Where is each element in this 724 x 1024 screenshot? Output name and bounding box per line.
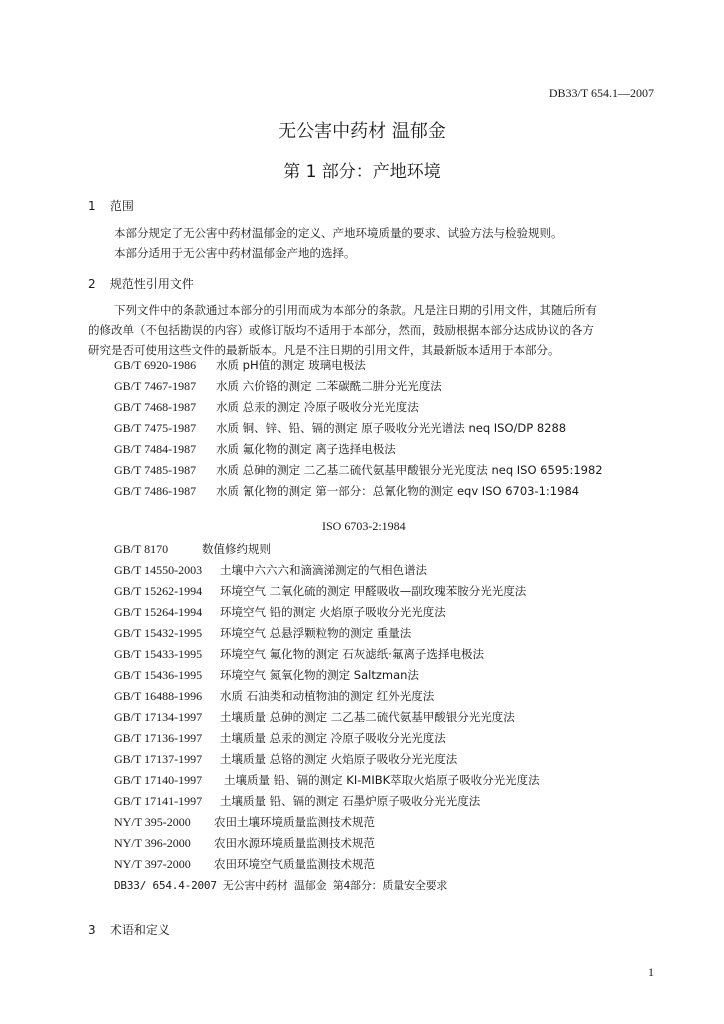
reference-item xyxy=(114,812,375,832)
reference-title: 水质 六价铬的测定 二苯碳酰二肼分光光度法 xyxy=(216,379,442,393)
reference-item xyxy=(114,397,419,417)
reference-code: GB/T 16488-1996 xyxy=(114,689,203,703)
reference-item xyxy=(114,770,540,790)
reference-item xyxy=(114,833,375,853)
reference-code: GB/T 7468-1987 xyxy=(114,400,197,414)
references-intro-line-3: 研究是否可使用这些文件的最新版本。凡是不注日期的引用文件，其最新版本适用于本部分。 xyxy=(88,343,560,357)
reference-item xyxy=(114,355,366,375)
reference-title: 环境空气 二氧化硫的测定 甲醛吸收—副玫瑰苯胺分光光度法 xyxy=(220,584,527,598)
reference-code: NY/T 397-2000 xyxy=(114,857,191,871)
section-heading-scope xyxy=(88,197,134,214)
reference-code: GB/T 15433-1995 xyxy=(114,647,203,661)
reference-code: DB33/ 654.4-2007 xyxy=(114,879,217,892)
section-title: 术语和定义 xyxy=(109,923,170,937)
section-title: 范围 xyxy=(109,199,134,213)
reference-item xyxy=(114,376,442,396)
reference-title: 农田土壤环境质量监测技术规范 xyxy=(214,815,375,829)
reference-item xyxy=(114,875,447,895)
reference-title: 农田环境空气质量监测技术规范 xyxy=(214,857,375,871)
reference-code: NY/T 396-2000 xyxy=(114,836,191,850)
reference-item xyxy=(114,539,271,559)
reference-title: 土壤质量 铅、镉的测定 石墨炉原子吸收分光光度法 xyxy=(220,794,481,808)
section-heading-normative-references xyxy=(88,275,194,292)
references-intro-line-2: 的修改单（不包括勘误的内容）或修订版均不适用于本部分，然而，鼓励根据本部分达成协议的各方 xyxy=(88,323,594,337)
reference-title: 环境空气 氟化物的测定 石灰滤纸·氟离子选择电极法 xyxy=(220,647,484,661)
section-number: 2 xyxy=(88,277,96,291)
reference-title: 环境空气 氮氧化物的测定 Saltzman法 xyxy=(220,668,419,682)
reference-item xyxy=(114,854,375,874)
section-number: 3 xyxy=(88,923,96,937)
reference-code: GB/T 8170 xyxy=(114,542,169,556)
reference-item xyxy=(114,728,446,748)
reference-title: 农田水源环境质量监测技术规范 xyxy=(214,836,375,850)
standard-code: DB33/T 654.1—2007 xyxy=(548,86,654,100)
reference-item xyxy=(114,602,446,622)
section-heading-terms-definitions xyxy=(88,921,170,938)
reference-title: 土壤质量 总铬的测定 火焰原子吸收分光光度法 xyxy=(220,752,458,766)
reference-item xyxy=(114,581,526,601)
section-title: 规范性引用文件 xyxy=(109,277,194,291)
reference-title: 水质 pH值的测定 玻璃电极法 xyxy=(216,358,366,372)
reference-code: GB/T 15436-1995 xyxy=(114,668,203,682)
reference-title: 土壤质量 总汞的测定 冷原子吸收分光光度法 xyxy=(220,731,446,745)
document-title: 无公害中药材 温郁金 xyxy=(278,121,446,142)
reference-continuation: ISO 6703-2:1984 xyxy=(322,519,406,533)
reference-code: NY/T 395-2000 xyxy=(114,815,191,829)
reference-item xyxy=(114,791,480,811)
reference-title: 水质 总汞的测定 冷原子吸收分光光度法 xyxy=(216,400,419,414)
reference-item xyxy=(114,418,566,438)
references-intro-line-1: 下列文件中的条款通过本部分的引用而成为本部分的条款。凡是注日期的引用文件，其随后所有 xyxy=(114,303,597,317)
reference-title: 土壤中六六六和滴滴涕测定的气相色谱法 xyxy=(220,563,427,577)
reference-item xyxy=(114,665,419,685)
document-part-title: 第 1 部分：产地环境 xyxy=(283,162,441,182)
reference-code: GB/T 15264-1994 xyxy=(114,605,203,619)
reference-item xyxy=(114,686,434,706)
reference-title: 环境空气 铅的测定 火焰原子吸收分光光度法 xyxy=(220,605,446,619)
reference-code: GB/T 7467-1987 xyxy=(114,379,197,393)
reference-title: 环境空气 总悬浮颗粒物的测定 重量法 xyxy=(220,626,412,640)
scope-paragraph-2: 本部分适用于无公害中药材温郁金产地的选择。 xyxy=(114,246,356,260)
reference-title: 水质 石油类和动植物油的测定 红外光度法 xyxy=(220,689,435,703)
reference-title: 水质 总砷的测定 二乙基二硫代氨基甲酸银分光光度法 neq ISO 6595:1982 xyxy=(216,463,603,477)
reference-item xyxy=(114,644,484,664)
page-number: 1 xyxy=(648,965,654,979)
reference-code: GB/T 17136-1997 xyxy=(114,731,203,745)
reference-item xyxy=(114,460,603,480)
reference-code: GB/T 7486-1987 xyxy=(114,484,197,498)
reference-code: GB/T 7484-1987 xyxy=(114,442,197,456)
reference-code: GB/T 7485-1987 xyxy=(114,463,197,477)
reference-code: GB/T 17137-1997 xyxy=(114,752,203,766)
reference-title: 土壤质量 总砷的测定 二乙基二硫代氨基甲酸银分光光度法 xyxy=(220,710,515,724)
reference-code: GB/T 17141-1997 xyxy=(114,794,203,808)
reference-title: 无公害中药材 温郁金 第4部分：质量安全要求 xyxy=(222,879,448,892)
reference-item xyxy=(114,707,515,727)
reference-code: GB/T 15432-1995 xyxy=(114,626,203,640)
reference-title: 水质 氰化物的测定 第一部分：总氰化物的测定 eqv ISO 6703-1:1984 xyxy=(216,484,580,498)
reference-code: GB/T 6920-1986 xyxy=(114,358,197,372)
reference-code: GB/T 17140-1997 xyxy=(114,773,203,787)
scope-paragraph-1: 本部分规定了无公害中药材温郁金的定义、产地环境质量的要求、试验方法与检验规则。 xyxy=(114,226,563,240)
reference-code: GB/T 7475-1987 xyxy=(114,421,197,435)
reference-item xyxy=(114,623,411,643)
reference-item xyxy=(114,560,427,580)
reference-code: GB/T 14550-2003 xyxy=(114,563,203,577)
reference-code: GB/T 17134-1997 xyxy=(114,710,203,724)
reference-item xyxy=(114,439,396,459)
reference-item xyxy=(114,749,457,769)
reference-title: 数值修约规则 xyxy=(202,542,271,556)
reference-title: 水质 铜、锌、铅、镉的测定 原子吸收分光光谱法 neq ISO/DP 8288 xyxy=(216,421,567,435)
reference-title: 土壤质量 铅、镉的测定 KI-MIBK萃取火焰原子吸收分光光度法 xyxy=(224,773,540,787)
section-number: 1 xyxy=(88,199,96,213)
reference-item xyxy=(114,481,579,501)
reference-title: 水质 氟化物的测定 离子选择电极法 xyxy=(216,442,396,456)
reference-code: GB/T 15262-1994 xyxy=(114,584,203,598)
